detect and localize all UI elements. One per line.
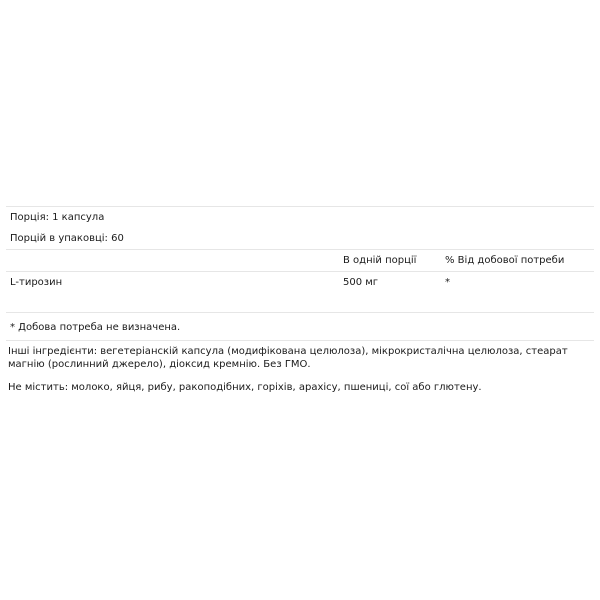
header-amount: В одній порції (343, 255, 417, 266)
servings-per-container-row (6, 228, 594, 249)
ingredient-name: L-тирозин (10, 277, 63, 288)
ingredient-daily-value: * (445, 277, 450, 288)
serving-size-row (6, 207, 594, 228)
serving-size: Порція: 1 капсула (10, 212, 105, 223)
header-daily-value: % Від добової потреби (445, 255, 565, 266)
ingredient-amount: 500 мг (343, 277, 379, 288)
does-not-contain: Не містить: молоко, яйця, рибу, ракоподібних, горіхів, арахісу, пшениці, сої або глютену. (8, 382, 482, 393)
supplement-facts (6, 206, 594, 394)
footnote: * Добова потреба не визначена. (10, 322, 181, 333)
other-ingredients: Інші інгредієнти: вегетеріанскій капсула (модифікована целюлоза), мікрокристалічна целюлоза, стеарат магнію (рослинний джерело), діоксид кремнію. Без ГМО. (8, 346, 568, 370)
table-header (6, 250, 594, 271)
table-row (6, 272, 594, 293)
servings-per-container: Порцій в упаковці: 60 (10, 233, 124, 244)
